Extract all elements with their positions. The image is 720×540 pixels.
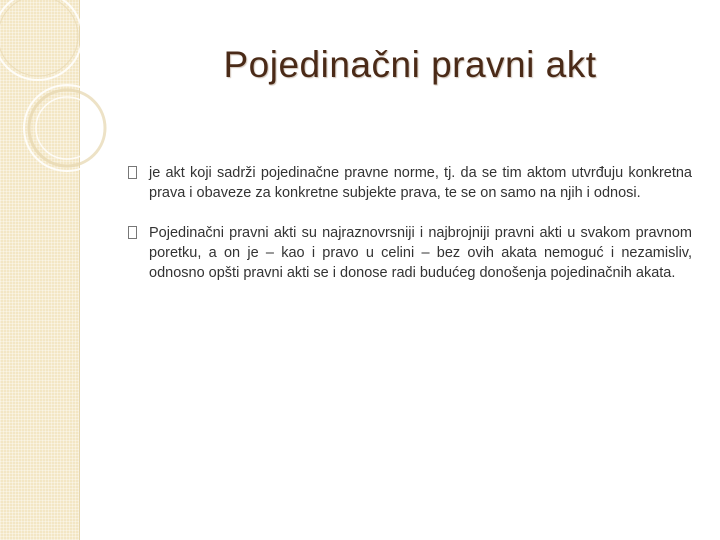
bullet-square-icon [128,166,137,179]
bullet-item [128,223,692,283]
bullet-item [128,163,692,203]
bullet-text: Pojedinačni pravni akti su najraznovrsniji i najbrojniji pravni akti u svakom pravnom poretku, a on je – kao i pravo u celini – bez ovih akata nemoguć i nezamisliv, odnosno opšti pravni akti se i donose radi budućeg donošenja pojedinačnih akata. [149,225,692,281]
bullet-square-icon [128,226,137,239]
slide-title: Pojedinačni pravni akt [223,44,597,85]
bullet-list [128,163,692,303]
bullet-text: je akt koji sadrži pojedinačne pravne norme, tj. da se tim aktom utvrđuju konkretna prava i obaveze za konkretne subjekte prava, te se on samo na njih i odnosi. [149,165,692,201]
decorative-circles [0,0,130,200]
